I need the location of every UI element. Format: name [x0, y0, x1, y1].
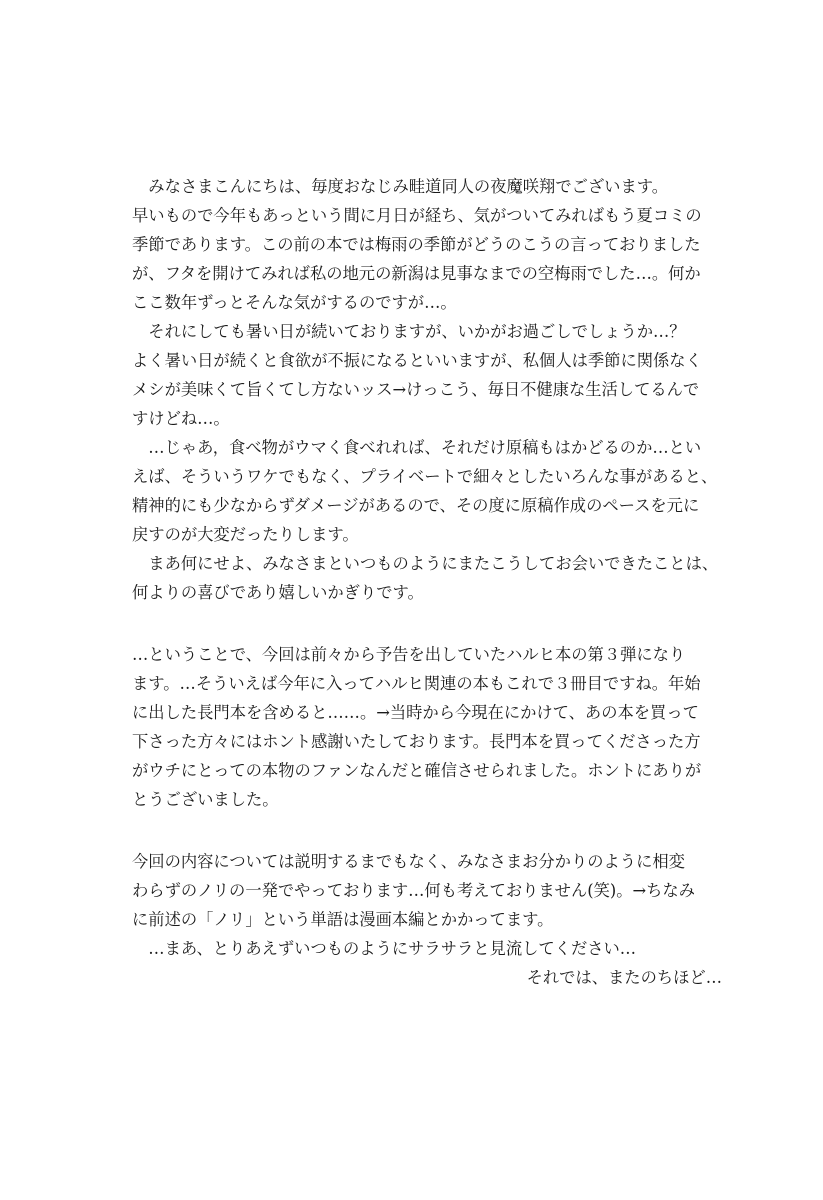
text-line: …まあ、とりあえずいつものようにサラサラと見流してください… [132, 939, 637, 958]
text-line: 今回の内容については説明するまでもなく、みなさまお分かりのように相変 [132, 852, 685, 871]
text-line: 戻すのが大変だったりします。 [132, 525, 359, 544]
paragraph-gap [132, 607, 772, 640]
text-line: 下さった方々にはホント感謝いたしております。長門本を買ってくださった方 [132, 732, 701, 751]
afterword-text [132, 172, 772, 992]
paragraph [132, 549, 772, 607]
text-line: 季節であります。この前の本では梅雨の季節がどうのこうの言っておりました [132, 235, 701, 254]
text-line: に出した長門本を含めると……。→当時から今現在にかけて、あの本を買って [132, 703, 699, 722]
text-line: がウチにとっての本物のファンなんだと確信させられました。ホントにありが [132, 761, 702, 780]
text-line: ここ数年ずっとそんな気がするのですが…。 [132, 293, 457, 312]
text-line: わらずのノリの一発でやっております…何も考えておりません(笑)。→ちなみ [132, 881, 695, 900]
text-line: とうございました。 [132, 790, 279, 809]
paragraph [132, 640, 772, 814]
paragraph [132, 847, 772, 963]
text-line: それにしても暑い日が続いておりますが、いかがお過ごしでしょうか…？ [132, 322, 686, 341]
text-line: …じゃあ，食べ物がウマく食べれれば、それだけ原稿もはかどるのか…とい [132, 438, 702, 457]
text-line: えば、そういうワケでもなく、プライベートで細々としたいろんな事があると、 [132, 467, 718, 486]
text-line: みなさまこんにちは、毎度おなじみ畦道同人の夜魔咲翔でございます。 [132, 177, 668, 196]
text-line: が、フタを開けてみれば私の地元の新潟は見事なまでの空梅雨でした…。何か [132, 264, 701, 283]
text-line: 精神的にも少なからずダメージがあるので、その度に原稿作成のペースを元に [132, 496, 700, 515]
text-line: に前述の「ノリ」という単語は漫画本編とかかってます。 [132, 910, 554, 929]
text-line: ます。…そういえば今年に入ってハルヒ関連の本もこれで３冊目ですね。年始 [132, 674, 701, 693]
text-line: 早いもので今年もあっという間に月日が経ち、気がついてみればもう夏コミの [132, 206, 702, 225]
paragraph [132, 317, 772, 433]
paragraph [132, 172, 772, 317]
text-line: よく暑い日が続くと食欲が不振になるといいますが、私個人は季節に関係なく [132, 351, 702, 370]
text-line: …ということで、今回は前々から予告を出していたハルヒ本の第３弾になり [132, 645, 686, 664]
text-line: メシが美味くて旨くてし方ないッス→けっこう、毎日不健康な生活してるんで [132, 380, 700, 399]
paragraph [132, 433, 772, 549]
signoff-line: それでは、またのちほど… [526, 968, 722, 987]
text-line: すけどね…。 [132, 409, 230, 428]
text-line: 何よりの喜びであり嬉しいかぎりです。 [132, 583, 424, 602]
text-line: まあ何にせよ、みなさまといつものようにまたこうしてお会いできたことは、 [132, 554, 719, 573]
paragraph-gap [132, 814, 772, 847]
